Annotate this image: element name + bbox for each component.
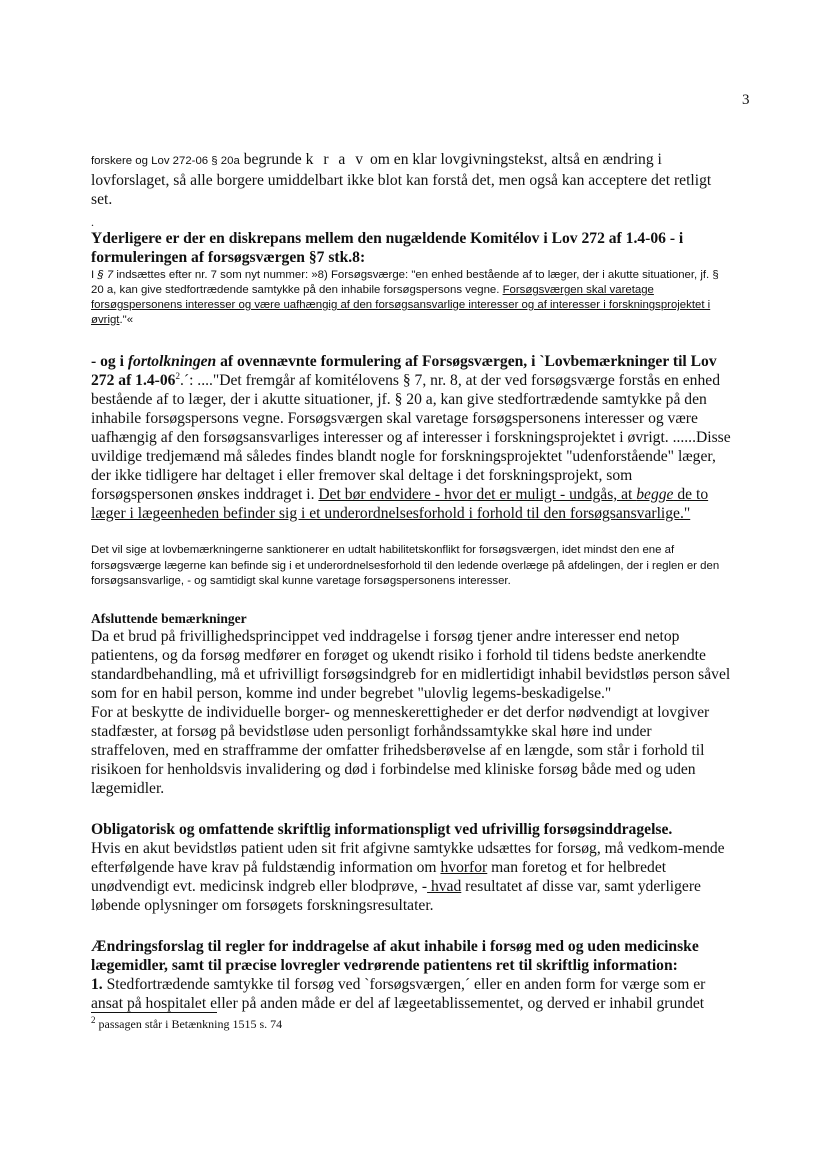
footnote-divider bbox=[91, 1012, 217, 1013]
page-number: 3 bbox=[742, 92, 750, 108]
footnote: $^2$ passagen står i Betænkning 1515 s. 74 bbox=[91, 1015, 283, 1031]
intro-law-reference: forskere og Lov 272-06 § 20a bbox=[91, 155, 240, 167]
section5-heading: Obligatorisk og omfattende skriftlig informationspligt ved ufrivillig forsøgsinddragelse. bbox=[91, 820, 673, 838]
quote-underlined-text: Forsøgsværgen skal varetage forsøgspersonens interesser og være uafhængig af den forsøgsansvarlige interesser og af interesser i forskningsprojektet i øvrigt bbox=[91, 284, 711, 326]
krav-spaced: k r a v bbox=[305, 151, 367, 168]
section5-paragraph: Hvis en akut bevidstløs patient uden sit frit afgivne samtykke udsættes for forsøg, må vedkom-mende efterfølgende have krav på fuldstændig information om hvorfor man foretog et for helbredet unødvendigt evt. medicinsk indgreb eller blodprøve, - hvad resultatet af disse var, samt yderligere løbende oplysninger om forsøgets forskningsresultater. bbox=[91, 839, 725, 914]
section1-heading: Yderligere er der en diskrepans mellem den nugældende Komitélov i Lov 272 af 1.4-06 - i formuleringen af forsøgsværgen §7 stk.8: bbox=[91, 230, 684, 266]
section6-heading: Ændringsforslag til regler for inddragelse af akut inhabile i forsøg med og uden medicinske lægemidler, samt til præcise lovregler vedrørende patientens ret til skriftlig information: bbox=[91, 937, 699, 974]
footnote-reference: 2 bbox=[175, 370, 180, 381]
section1-quote: I § 7 indsættes efter nr. 7 som nyt nummer: »8) Forsøgsværge: "en enhed bestående af to læger, der i akutte situationer, jf. § 20 a, kan give stedfortrædende samtykke på den inhabile forsøgspersons vegne. Forsøgsværgen skal varetage forsøgspersonens interesser og være uafhængig af den forsøgsansvarlige interesser og af interesser i forskningsprojektet i øvrigt."« bbox=[91, 269, 719, 326]
section4-paragraph1: Da et brud på frivillighedsprincippet ved inddragelse i forsøg tjener andre interesser end netop patientens, og da forsøg medfører en forøget og ukendt risiko i forhold til tidens bedste anerkendte standardbehandling, må et ufrivilligt forsøgsindgreb for en midlertidigt inhabil bevidstløs person såvel som for en habil person, komme ind under begrebet "ulovlig legems-beskadigelse." bbox=[91, 627, 731, 702]
section4-paragraph2: For at beskytte de individuelle borger- og menneskerettigheder er det derfor nødvendigt at lovgiver stadfæster, at forsøg på bevidstløse uden personligt forhåndssamtykke skal høre ind under straffeloven, med en strafframme der omfatter frihedsberøvelse af en længde, som står i forhold til risikoen for henholdsvis invalidering og død i forbindelse med kliniske forsøg både med og uden lægemidler. bbox=[91, 703, 710, 797]
section6-item-1: 1. Stedfortrædende samtykke til forsøg ved `forsøgsværgen,´ eller en anden form for værge som er ansat på hospitalet eller på anden måde er del af lægeetablissementet, og derved er inhabil grundet bbox=[91, 975, 706, 1012]
section4-heading: Afsluttende bemærkninger bbox=[91, 610, 247, 626]
intro-paragraph: forskere og Lov 272-06 § 20a begrunde k r a v om en klar lovgivningstekst, altså en ændring i lovforslaget, så alle borgere umiddelbart ikke blot kan forstå det, men også kan acceptere det retligt set. bbox=[91, 151, 712, 208]
section3-paragraph: Det vil sige at lovbemærkningerne sanktionerer en udtalt habilitetskonflikt for forsøgsværgen, idet mindst den ene af forsøgsværge lægerne kan befinde sig i et underordnelsesforhold til den ledende overlæge på afdelingen, der i reglen er den forsøgsansvarlige, - og samtidigt skal kunne varetage forsøgspersonens interesser. bbox=[91, 544, 720, 587]
section2-paragraph: - og i fortolkningen af ovennævnte formulering af Forsøgsværgen, i `Lovbemærkninger til Lov 272 af $1.4-06^2.´$: ...."Det fremgår af komitélovens § 7, nr. 8, at der ved forsøgsværge forstås en enhed bestående af to læger, der i akutte situationer, jf. § 20 a, kan give stedfortrædende samtykke på den inhabile forsøgspersons vegne. Forsøgsværgen skal varetage forsøgspersonens interesser og være uafhængig af den forsøgsansvarliges interesser og af interesser i forskningsprojektet i øvrigt. ......Disse uvildige tredjemænd må således findes blandt nogle for forskningsprojektet "udenforstående" læger, der ikke tidligere har deltaget i eller fremover skal deltage i det forskningsprojekt, som forsøgspersonen ønskes inddraget i. Det bør endvidere - hvor det er muligt - undgås, at begge de to læger i lægeenheden befinder sig i et underordnelsesforhold i forhold til den forsøgsansvarlige." bbox=[91, 353, 731, 522]
document-body bbox=[91, 150, 731, 1013]
stray-dot: . bbox=[91, 215, 94, 229]
